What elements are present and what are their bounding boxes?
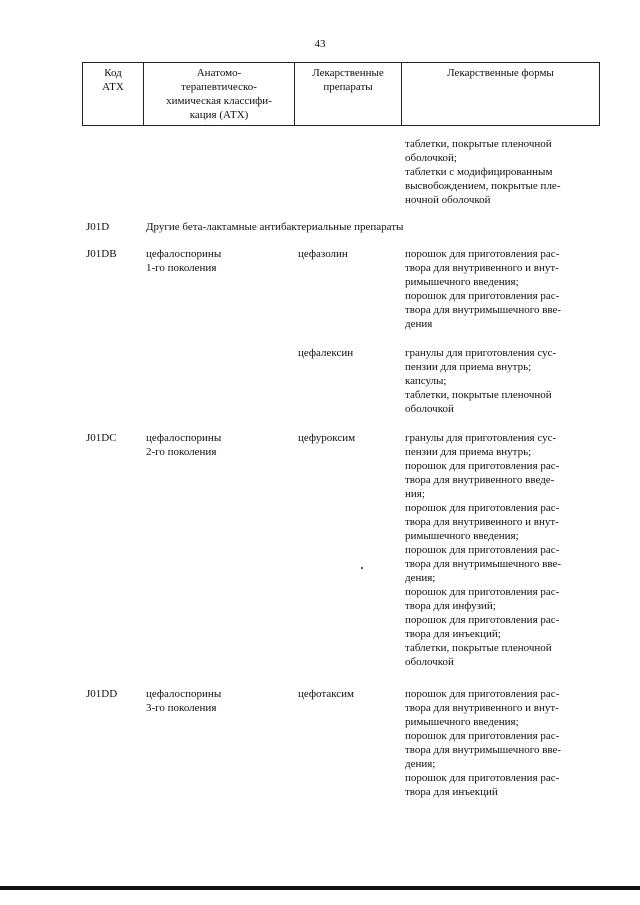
drug-forms: порошок для приготовления рас- твора для внутривенного и внут- римышечного введения; порошок для приготовления рас- твора для внутримышечного вве- дения xyxy=(405,248,562,330)
header-code-atx: Код АТХ xyxy=(102,67,124,93)
stray-dot xyxy=(361,567,363,569)
group-name: Другие бета-лактамные антибактериальные препараты xyxy=(146,221,404,233)
row-code: J01DB xyxy=(86,248,117,260)
drug-forms: гранулы для приготовления сус- пензии для приема внутрь; порошок для приготовления рас- твора для внутривенного введе- ния; порошок для приготовления рас- твора для внутривенного и внут- римышечного введения; порошок для приготовления рас- твора для внутримышечного вве- дения; порошок для приготовления рас- твора для инфузий; порошок для приготовления рас- твора для инъекций; таблетки, покрытые пленочной оболочкой xyxy=(405,432,562,668)
page-number: 43 xyxy=(314,38,326,50)
row-code: J01DC xyxy=(86,432,117,444)
drug-name: цефуроксим xyxy=(298,432,356,444)
drug-name: цефотаксим xyxy=(298,688,355,700)
header-dosage-forms: Лекарственные формы xyxy=(447,67,554,79)
drug-forms: порошок для приготовления рас- твора для внутривенного и внут- римышечного введения; порошок для приготовления рас- твора для внутримышечного вве- дения; порошок для приготовления рас- твора для инъекций xyxy=(405,688,562,798)
drug-name: цефазолин xyxy=(298,248,348,260)
header-drugs: Лекарственные препараты xyxy=(312,67,384,93)
bottom-rule xyxy=(0,886,640,890)
row-class: цефалоспорины 3-го поколения xyxy=(146,688,222,714)
row-class: цефалоспорины 2-го поколения xyxy=(146,432,222,458)
header-atx-classification: Анатомо- терапевтическо- химическая классифи- кация (АТХ) xyxy=(166,67,272,121)
row-class: цефалоспорины 1-го поколения xyxy=(146,248,222,274)
drug-forms: гранулы для приготовления сус- пензии для приема внутрь; капсулы; таблетки, покрытые пленочной оболочкой xyxy=(405,347,557,415)
drug-name: цефалексин xyxy=(298,347,354,359)
row-code: J01DD xyxy=(86,688,118,700)
continuation-forms: таблетки, покрытые пленочной оболочкой; таблетки с модифицированным высвобождением, покрытые пле- ночной оболочкой xyxy=(405,138,561,206)
group-code: J01D xyxy=(86,221,110,233)
table-header xyxy=(82,62,600,126)
